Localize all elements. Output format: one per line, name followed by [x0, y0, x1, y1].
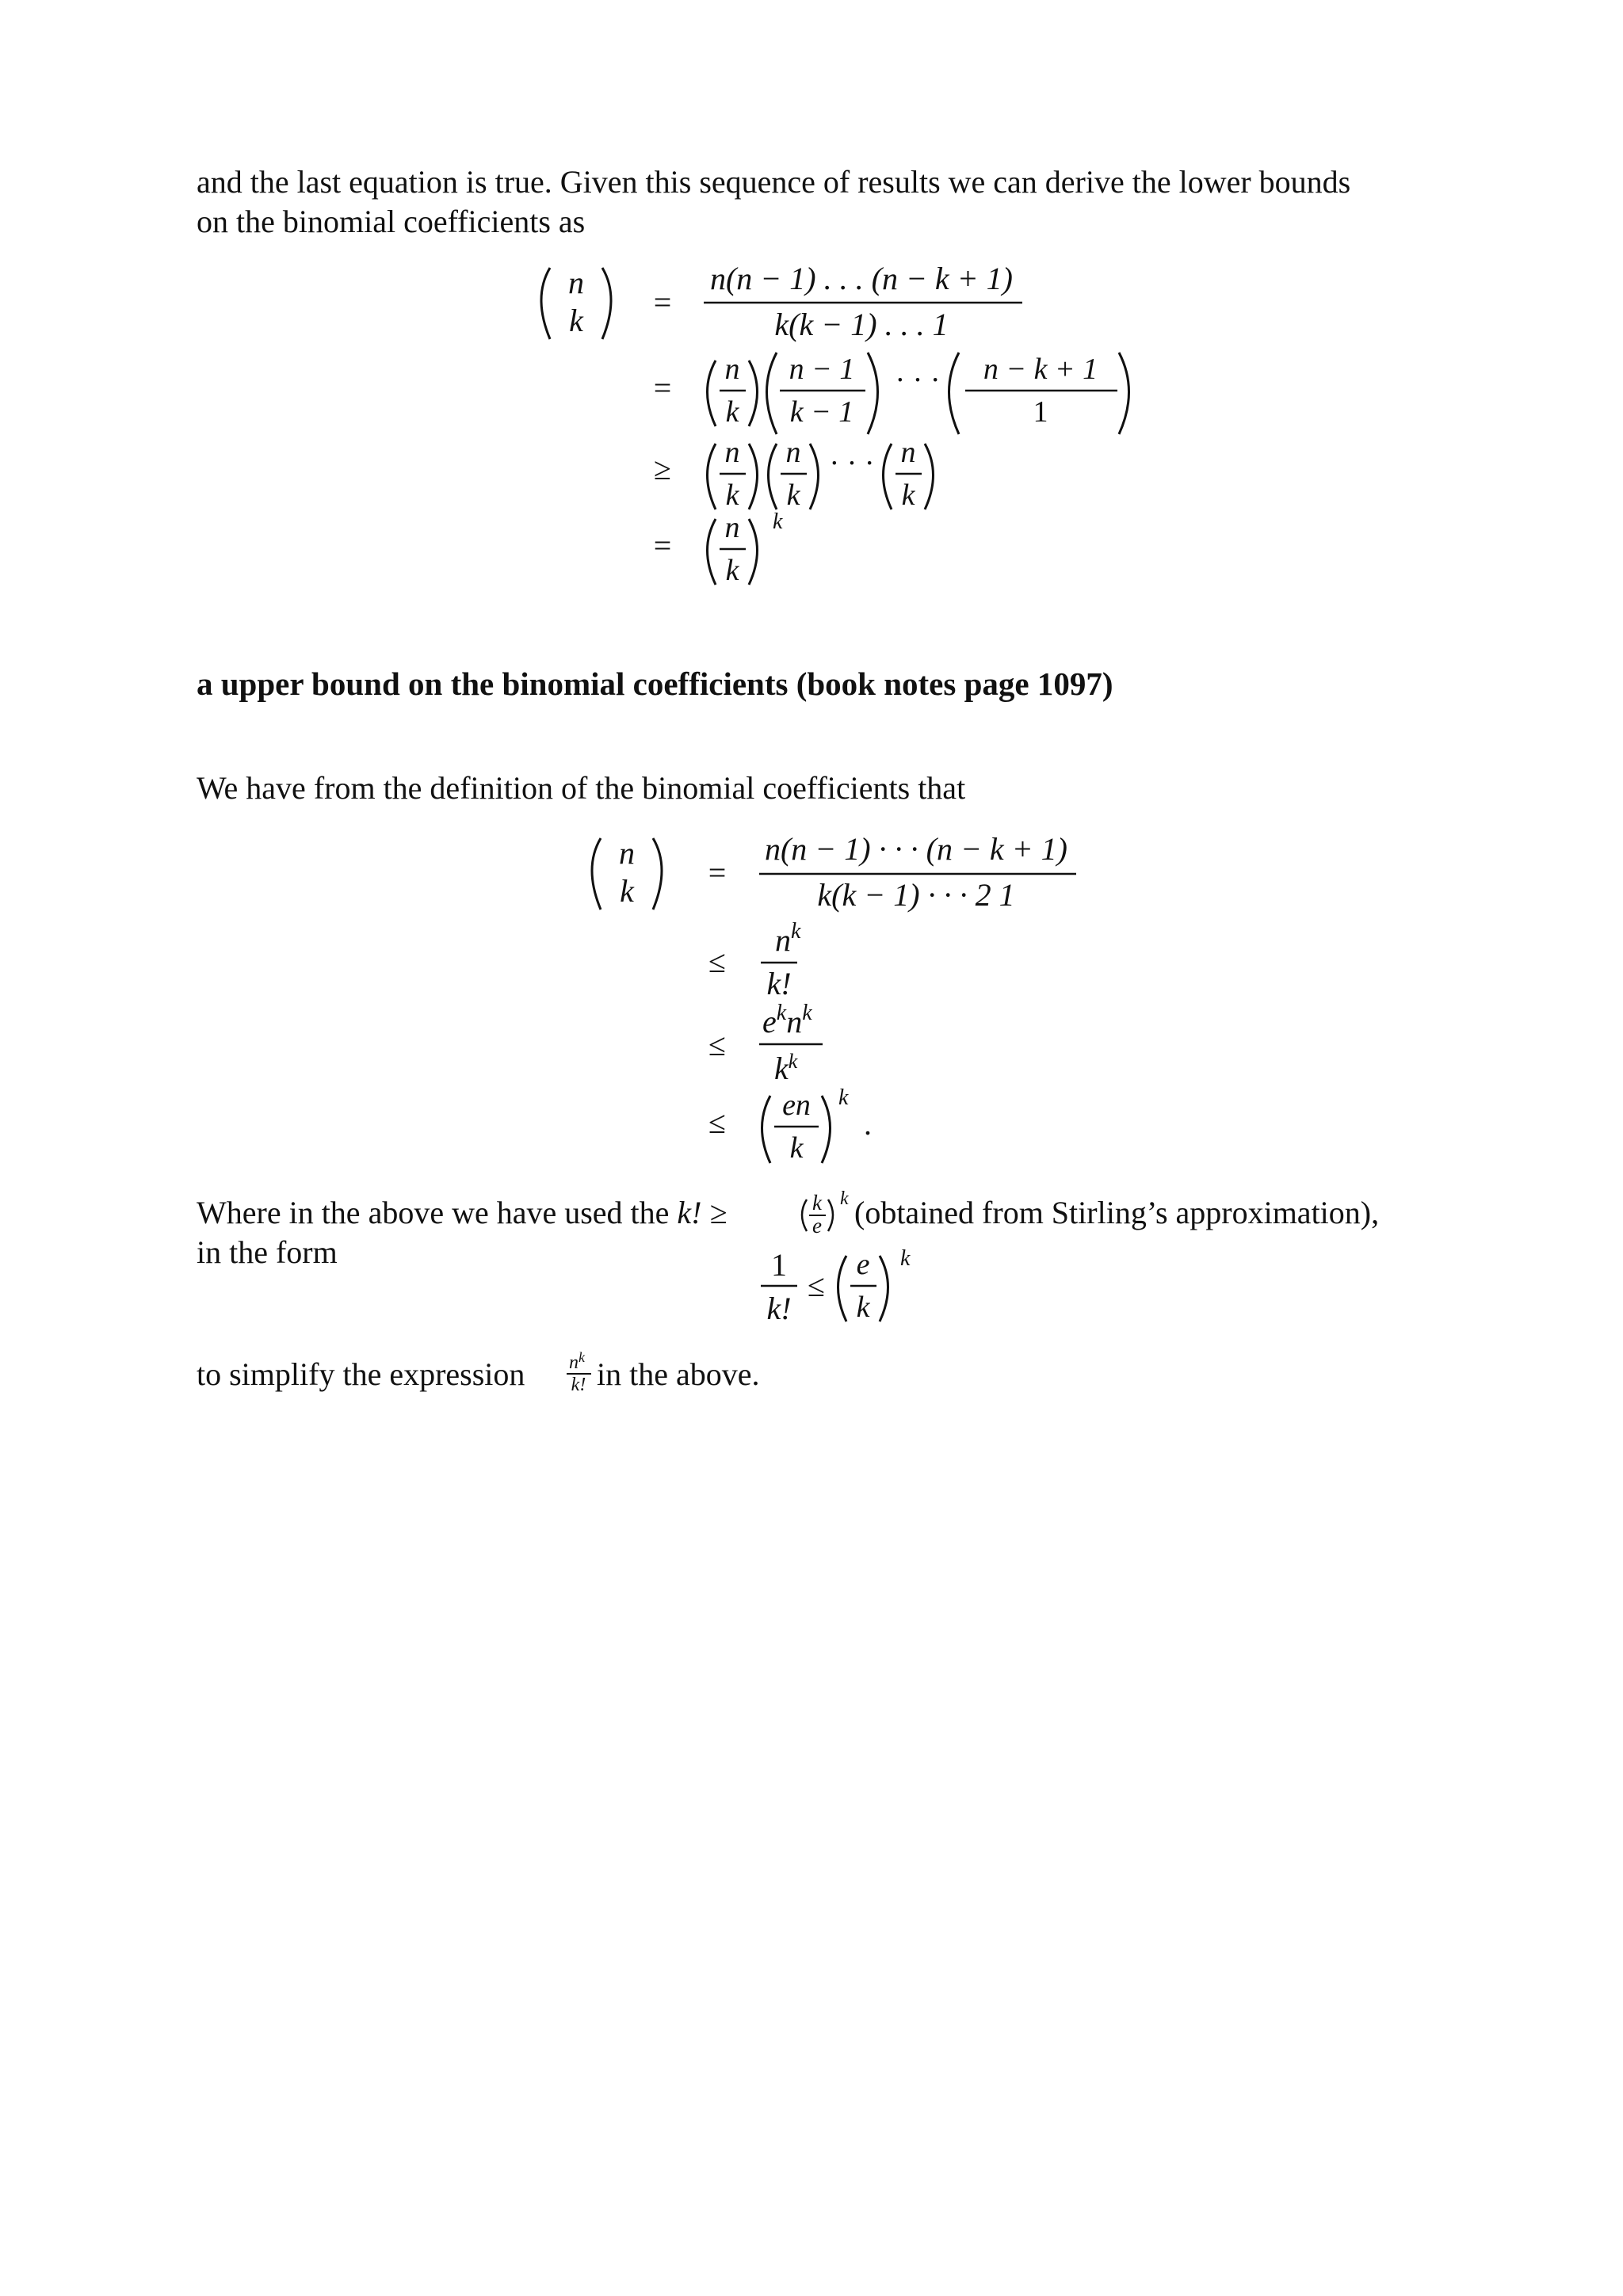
- stirling-frac-den: e: [812, 1214, 822, 1238]
- ineq-lhs-den: k!: [766, 1291, 792, 1326]
- intro-line-2: on the binomial coefficients as: [197, 204, 586, 239]
- closing-frac-den: k!: [571, 1375, 586, 1395]
- intro-line-1: and the last equation is true. Given this sequence of results we can derive the lower bounds: [197, 164, 1351, 200]
- upper-step4-num: en: [782, 1089, 811, 1122]
- upper-relation-1: =: [708, 855, 727, 891]
- ineq-rhs-den: k: [856, 1291, 870, 1324]
- step2-dots: · · ·: [895, 364, 941, 397]
- stirling-after: (obtained from Stirling’s approximation),: [854, 1195, 1380, 1230]
- step3-f1-num: n: [724, 436, 740, 469]
- closing-paragraph: [197, 1351, 1480, 1398]
- upper-intro: We have from the definition of the binomial coefficients that: [197, 770, 966, 806]
- relation-2: =: [653, 370, 672, 406]
- step2-f3-den: 1: [1033, 395, 1048, 429]
- step3-f3-den: k: [901, 479, 915, 512]
- step2-f2-num: n − 1: [789, 353, 855, 386]
- upper-step3-den: $k^k$: [774, 1050, 798, 1086]
- step3-f2-num: n: [785, 436, 801, 469]
- step2-f2-den: k − 1: [789, 395, 854, 429]
- binom-bottom: k: [569, 303, 583, 338]
- step3-f3-num: n: [900, 436, 916, 469]
- step1-numerator: n(n − 1) . . . (n − k + 1): [709, 261, 1014, 296]
- upper-step1-denominator: k(k − 1) · · · 2 1: [817, 877, 1015, 913]
- step2-f1-den: k: [725, 395, 739, 429]
- upper-relation-3: ≤: [708, 1027, 726, 1062]
- upper-step3-num: $e^kn^k$: [762, 1001, 812, 1039]
- stirling-line-2: in the form: [197, 1234, 338, 1270]
- relation-3: ≥: [654, 451, 671, 486]
- step3-dots: · · ·: [829, 447, 875, 480]
- upper-relation-2: ≤: [708, 944, 726, 979]
- upper-step1-numerator: n(n − 1) · · · (n − k + 1): [764, 831, 1068, 867]
- step3-f1-den: k: [725, 479, 739, 512]
- step4-num: n: [724, 511, 740, 544]
- binom-top: n: [568, 265, 584, 300]
- upper-step4-period: .: [864, 1106, 872, 1142]
- section-heading: a upper bound on the binomial coefficients (book notes page 1097): [197, 666, 1113, 702]
- step4-den: k: [725, 554, 739, 587]
- ineq-lhs-num: 1: [771, 1247, 787, 1283]
- upper-step4-exponent: k: [838, 1085, 849, 1110]
- relation-4: =: [653, 528, 672, 563]
- binom-top-upper: n: [619, 835, 635, 871]
- closing-line: [197, 1351, 1480, 1398]
- stirling-exponent: k: [840, 1188, 849, 1209]
- step2-f1-num: n: [724, 353, 740, 386]
- step2-f3-num: n − k + 1: [983, 353, 1098, 386]
- upper-relation-4: ≤: [708, 1104, 726, 1140]
- ineq-relation: ≤: [808, 1268, 825, 1303]
- closing-after: in the above.: [597, 1356, 760, 1392]
- stirling-frac-num: k: [812, 1191, 822, 1215]
- step3-f2-den: k: [786, 479, 800, 512]
- closing-before: to simplify the expression: [197, 1356, 525, 1392]
- step4-exponent: k: [773, 509, 783, 534]
- ineq-rhs-num: e: [856, 1248, 870, 1281]
- upper-step4-den: k: [789, 1131, 804, 1165]
- stirling-line-1: Where in the above we have used the k! ≥: [197, 1195, 727, 1230]
- step1-denominator: k(k − 1) . . . 1: [774, 307, 949, 342]
- upper-step2-den: k!: [766, 966, 792, 1001]
- closing-frac-num: $n^k$: [569, 1349, 585, 1373]
- upper-step2-num: $n^k$: [775, 919, 801, 958]
- binom-bottom-upper: k: [620, 873, 634, 909]
- ineq-exponent: k: [900, 1246, 911, 1271]
- relation-1: =: [653, 284, 672, 320]
